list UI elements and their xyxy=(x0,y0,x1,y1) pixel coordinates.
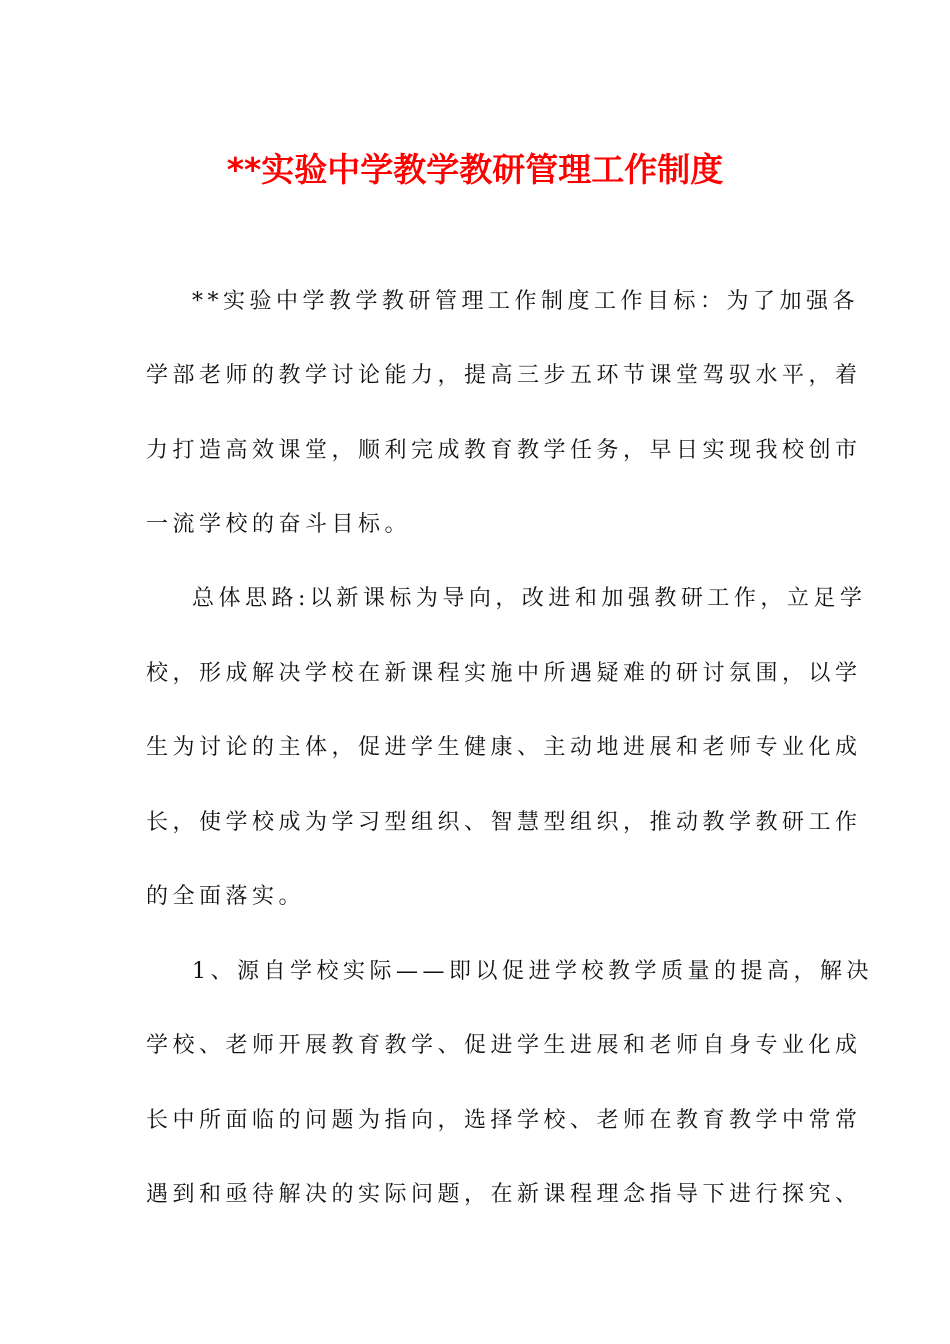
paragraph-line: 1、源自学校实际——即以促进学校教学质量的提高，解决 xyxy=(192,959,873,984)
paragraph-line: 的全面落实。 xyxy=(146,884,306,909)
paragraph-line: 校，形成解决学校在新课程实施中所遇疑难的研讨氛围，以学 xyxy=(146,661,862,686)
paragraph-line: 长中所面临的问题为指向，选择学校、老师在教育教学中常常 xyxy=(146,1108,862,1133)
paragraph-line: 学校、老师开展教育教学、促进学生进展和老师自身专业化成 xyxy=(146,1033,862,1058)
paragraph-line: 学部老师的教学讨论能力，提高三步五环节课堂驾驭水平，着 xyxy=(146,363,862,388)
paragraph-line: 一流学校的奋斗目标。 xyxy=(146,512,412,537)
paragraph-line: 总体思路:以新课标为导向，改进和加强教研工作，立足学 xyxy=(192,586,867,611)
document-title: **实验中学教学教研管理工作制度 xyxy=(226,150,724,189)
paragraph-line: 长，使学校成为学习型组织、智慧型组织，推动教学教研工作 xyxy=(146,810,862,835)
paragraph-line: **实验中学教学教研管理工作制度工作目标：为了加强各 xyxy=(192,289,860,314)
paragraph-line: 遇到和亟待解决的实际问题，在新课程理念指导下进行探究、 xyxy=(146,1182,862,1207)
paragraph-line: 生为讨论的主体，促进学生健康、主动地进展和老师专业化成 xyxy=(146,735,862,760)
paragraph-line: 力打造高效课堂，顺利完成教育教学任务，早日实现我校创市 xyxy=(146,438,862,463)
